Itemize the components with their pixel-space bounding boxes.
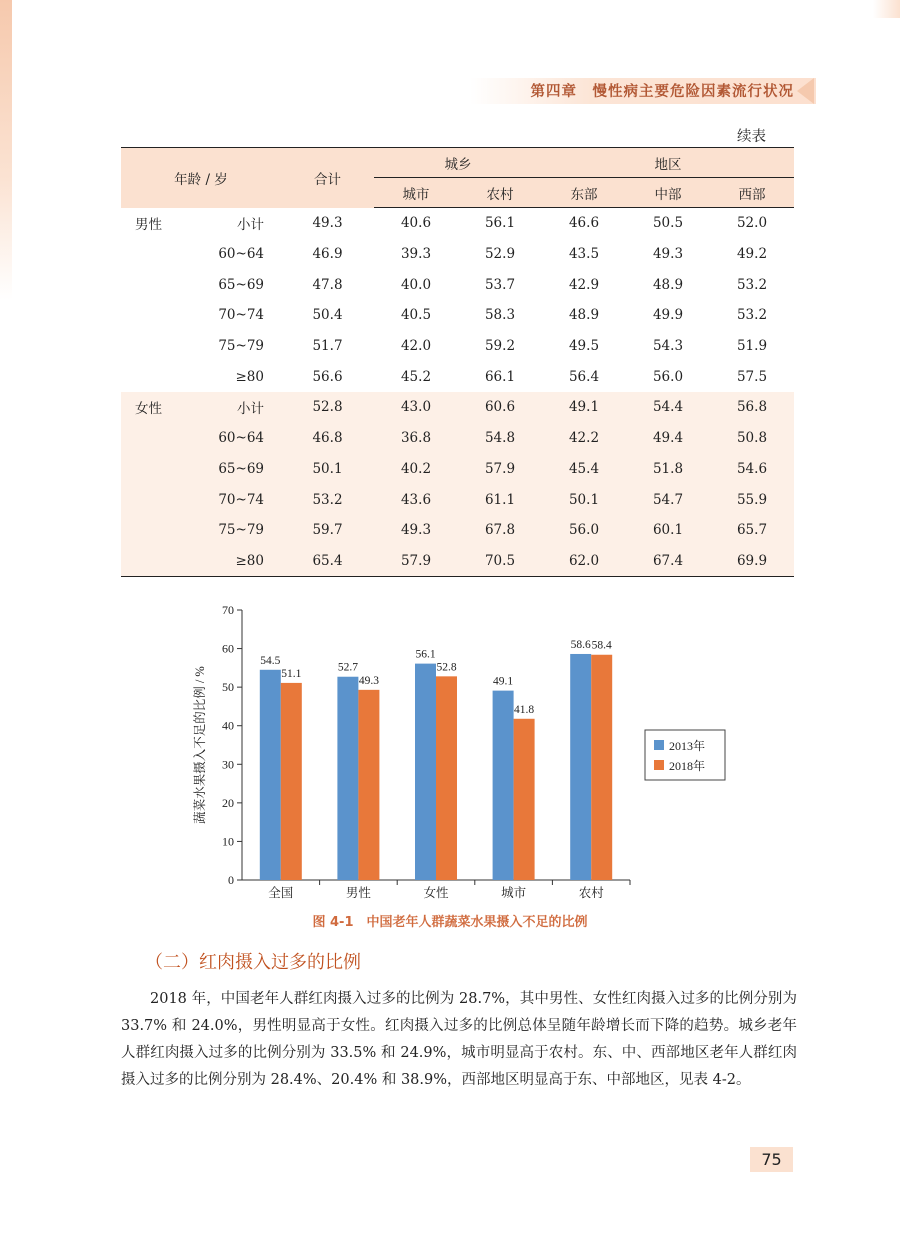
data-label: 49.3 — [358, 674, 379, 687]
value-cell: 51.7 — [312, 338, 343, 355]
value-cell: 59.7 — [281, 515, 374, 546]
data-label: 51.1 — [281, 667, 302, 680]
y-tick-label: 50 — [222, 680, 234, 695]
value-cell: 48.9 — [652, 276, 684, 293]
x-tick-label: 女性 — [423, 886, 449, 900]
value-cell: 42.9 — [568, 276, 600, 293]
x-tick-label: 全国 — [268, 886, 294, 900]
value-cell: 40.6 — [400, 215, 432, 232]
age-cell: 70~74 — [201, 484, 281, 515]
bar-series-2 — [514, 719, 535, 880]
header-rural: 农村 — [458, 178, 542, 208]
y-tick-label: 70 — [222, 603, 234, 617]
value-cell: 65.7 — [710, 515, 794, 546]
table-group-female — [121, 392, 794, 577]
bar-series-2 — [281, 683, 302, 880]
running-header-title: 第四章 慢性病主要危险因素流行状况 — [530, 84, 794, 100]
value-cell: 49.4 — [626, 423, 710, 454]
table-row — [121, 515, 794, 546]
value-cell: 50.8 — [710, 423, 794, 454]
value-cell: 48.9 — [568, 307, 600, 324]
age-cell: 小计 — [201, 392, 281, 423]
body-text — [121, 986, 797, 1094]
running-header-tab — [797, 78, 814, 104]
age-cell: 75~79 — [201, 515, 281, 546]
value-cell: 58.3 — [484, 307, 516, 324]
value-cell: 49.9 — [652, 307, 684, 324]
value-cell: 40.5 — [400, 307, 432, 324]
value-cell: 54.4 — [626, 392, 710, 423]
value-cell: 49.2 — [736, 246, 768, 263]
age-cell: 65~69 — [201, 454, 281, 485]
x-tick-label: 男性 — [345, 886, 371, 900]
value-cell: 56.8 — [710, 392, 794, 423]
value-cell: 49.3 — [374, 515, 458, 546]
legend-swatch — [654, 740, 664, 750]
data-label: 52.7 — [337, 661, 358, 674]
data-label: 58.6 — [570, 638, 591, 651]
data-label: 41.8 — [514, 703, 535, 716]
y-tick-label: 30 — [222, 757, 234, 772]
data-table — [121, 147, 794, 577]
table-group-male — [121, 208, 794, 393]
value-cell: 52.0 — [736, 215, 768, 232]
y-tick-label: 20 — [222, 795, 234, 810]
header-east: 东部 — [542, 178, 626, 208]
age-cell: ≥80 — [201, 546, 281, 577]
value-cell: 70.5 — [458, 546, 542, 577]
legend-label: 2018年 — [669, 759, 706, 773]
value-cell: 49.3 — [312, 215, 343, 232]
value-cell: 49.5 — [568, 338, 600, 355]
value-cell: 45.2 — [400, 368, 432, 385]
table-row — [121, 484, 794, 515]
value-cell: 53.2 — [281, 484, 374, 515]
body-paragraph: 2018 年，中国老年人群红肉摄入过多的比例为 28.7%，其中男性、女性红肉摄入过多的比例分别为 33.7% 和 24.0%，男性明显高于女性。红肉摄入过多的比例总体呈随年龄增长而下降的趋势。城乡老年人群红肉摄入过多的比例分别为 33.5% 和 24.9%，城市明显高于农村。东、中、西部地区老年人群红肉摄入过多的比例分别为 28.4%、20.4% 和 38.9%，西部地区明显高于东、中部地区，见表 4-2。 — [121, 991, 797, 1088]
table-row — [121, 300, 794, 331]
value-cell: 53.2 — [736, 276, 768, 293]
corner-decoration — [873, 0, 900, 18]
legend-label: 2013年 — [669, 739, 706, 753]
value-cell: 54.3 — [652, 338, 684, 355]
age-cell: 65~69 — [218, 276, 264, 293]
table-row — [121, 546, 794, 577]
age-cell: 小计 — [237, 217, 264, 234]
value-cell: 51.9 — [736, 338, 768, 355]
value-cell: 66.1 — [484, 368, 516, 385]
data-label: 56.1 — [415, 648, 436, 661]
header-age: 年龄 / 岁 — [121, 148, 281, 208]
value-cell: 40.2 — [374, 454, 458, 485]
value-cell: 42.0 — [400, 338, 432, 355]
value-cell: 47.8 — [312, 276, 343, 293]
table-row — [121, 269, 794, 300]
age-cell: 70~74 — [218, 307, 264, 324]
value-cell: 49.1 — [542, 392, 626, 423]
value-cell: 54.8 — [458, 423, 542, 454]
value-cell: 52.8 — [281, 392, 374, 423]
value-cell: 45.4 — [542, 454, 626, 485]
value-cell: 67.8 — [458, 515, 542, 546]
table-row — [121, 361, 794, 392]
table-row — [121, 239, 794, 270]
page-number: 75 — [761, 1150, 782, 1169]
age-cell: 60~64 — [218, 246, 264, 263]
y-tick-label: 0 — [228, 873, 234, 887]
y-tick-label: 10 — [222, 834, 234, 849]
header-total: 合计 — [281, 148, 374, 208]
value-cell: 55.9 — [710, 484, 794, 515]
data-label: 58.4 — [591, 639, 612, 652]
value-cell: 53.7 — [484, 276, 516, 293]
value-cell: 50.1 — [281, 454, 374, 485]
table-row — [121, 392, 794, 423]
bar-series-2 — [358, 690, 379, 880]
value-cell: 57.5 — [736, 368, 768, 385]
value-cell: 50.5 — [652, 215, 684, 232]
value-cell: 39.3 — [400, 246, 432, 263]
value-cell: 51.8 — [626, 454, 710, 485]
section-heading: （二）红肉摄入过多的比例 — [145, 952, 361, 973]
value-cell: 54.7 — [626, 484, 710, 515]
value-cell: 56.6 — [312, 368, 343, 385]
value-cell: 56.1 — [484, 215, 516, 232]
table-row — [121, 208, 794, 239]
value-cell: 50.4 — [312, 307, 343, 324]
value-cell: 36.8 — [374, 423, 458, 454]
y-tick-label: 60 — [222, 641, 234, 656]
value-cell: 59.2 — [484, 338, 516, 355]
bar-series-2 — [591, 655, 612, 880]
age-cell: 75~79 — [218, 338, 264, 355]
value-cell: 69.9 — [710, 546, 794, 577]
header-region: 地区 — [542, 148, 794, 178]
bar-series-1 — [260, 670, 281, 880]
value-cell: 43.0 — [374, 392, 458, 423]
value-cell: 61.1 — [458, 484, 542, 515]
value-cell: 50.1 — [542, 484, 626, 515]
header-urban: 城市 — [374, 178, 458, 208]
legend-swatch — [654, 760, 664, 770]
value-cell: 49.3 — [652, 246, 684, 263]
table-row — [121, 423, 794, 454]
bar-series-1 — [570, 654, 591, 880]
value-cell: 57.9 — [458, 454, 542, 485]
group-label: 男性 — [135, 217, 162, 234]
value-cell: 57.9 — [374, 546, 458, 577]
y-tick-label: 40 — [222, 718, 234, 733]
value-cell: 56.0 — [652, 368, 684, 385]
table-row — [121, 454, 794, 485]
value-cell: 62.0 — [542, 546, 626, 577]
table-row — [121, 331, 794, 362]
value-cell: 46.8 — [281, 423, 374, 454]
table-continued-label: 续表 — [737, 129, 766, 145]
bar-series-1 — [493, 691, 514, 880]
bar-series-1 — [415, 664, 436, 880]
age-cell: 60~64 — [201, 423, 281, 454]
data-label: 54.5 — [260, 654, 281, 667]
value-cell: 60.1 — [626, 515, 710, 546]
bar-series-1 — [337, 677, 358, 880]
value-cell: 46.9 — [312, 246, 343, 263]
value-cell: 67.4 — [626, 546, 710, 577]
value-cell: 65.4 — [281, 546, 374, 577]
x-tick-label: 农村 — [578, 886, 604, 900]
figure-caption: 图 4-1 中国老年人群蔬菜水果摄入不足的比例 — [312, 915, 588, 930]
value-cell: 46.6 — [568, 215, 600, 232]
header-central: 中部 — [626, 178, 710, 208]
age-cell: ≥80 — [235, 368, 264, 385]
data-label: 52.8 — [436, 661, 457, 674]
value-cell: 53.2 — [736, 307, 768, 324]
y-axis-label: 蔬菜水果摄入不足的比例 / % — [193, 666, 207, 824]
value-cell: 43.5 — [568, 246, 600, 263]
value-cell: 52.9 — [484, 246, 516, 263]
value-cell: 54.6 — [710, 454, 794, 485]
bar-series-2 — [436, 676, 457, 880]
header-west: 西部 — [710, 178, 794, 208]
value-cell: 56.0 — [542, 515, 626, 546]
group-label: 女性 — [121, 392, 201, 423]
bar-chart — [180, 598, 740, 903]
value-cell: 60.6 — [458, 392, 542, 423]
data-label: 49.1 — [493, 675, 514, 688]
value-cell: 42.2 — [542, 423, 626, 454]
value-cell: 56.4 — [568, 368, 600, 385]
header-urban-rural: 城乡 — [374, 148, 542, 178]
value-cell: 43.6 — [374, 484, 458, 515]
x-tick-label: 城市 — [501, 886, 527, 900]
page-edge-band — [0, 0, 12, 300]
value-cell: 40.0 — [400, 276, 432, 293]
